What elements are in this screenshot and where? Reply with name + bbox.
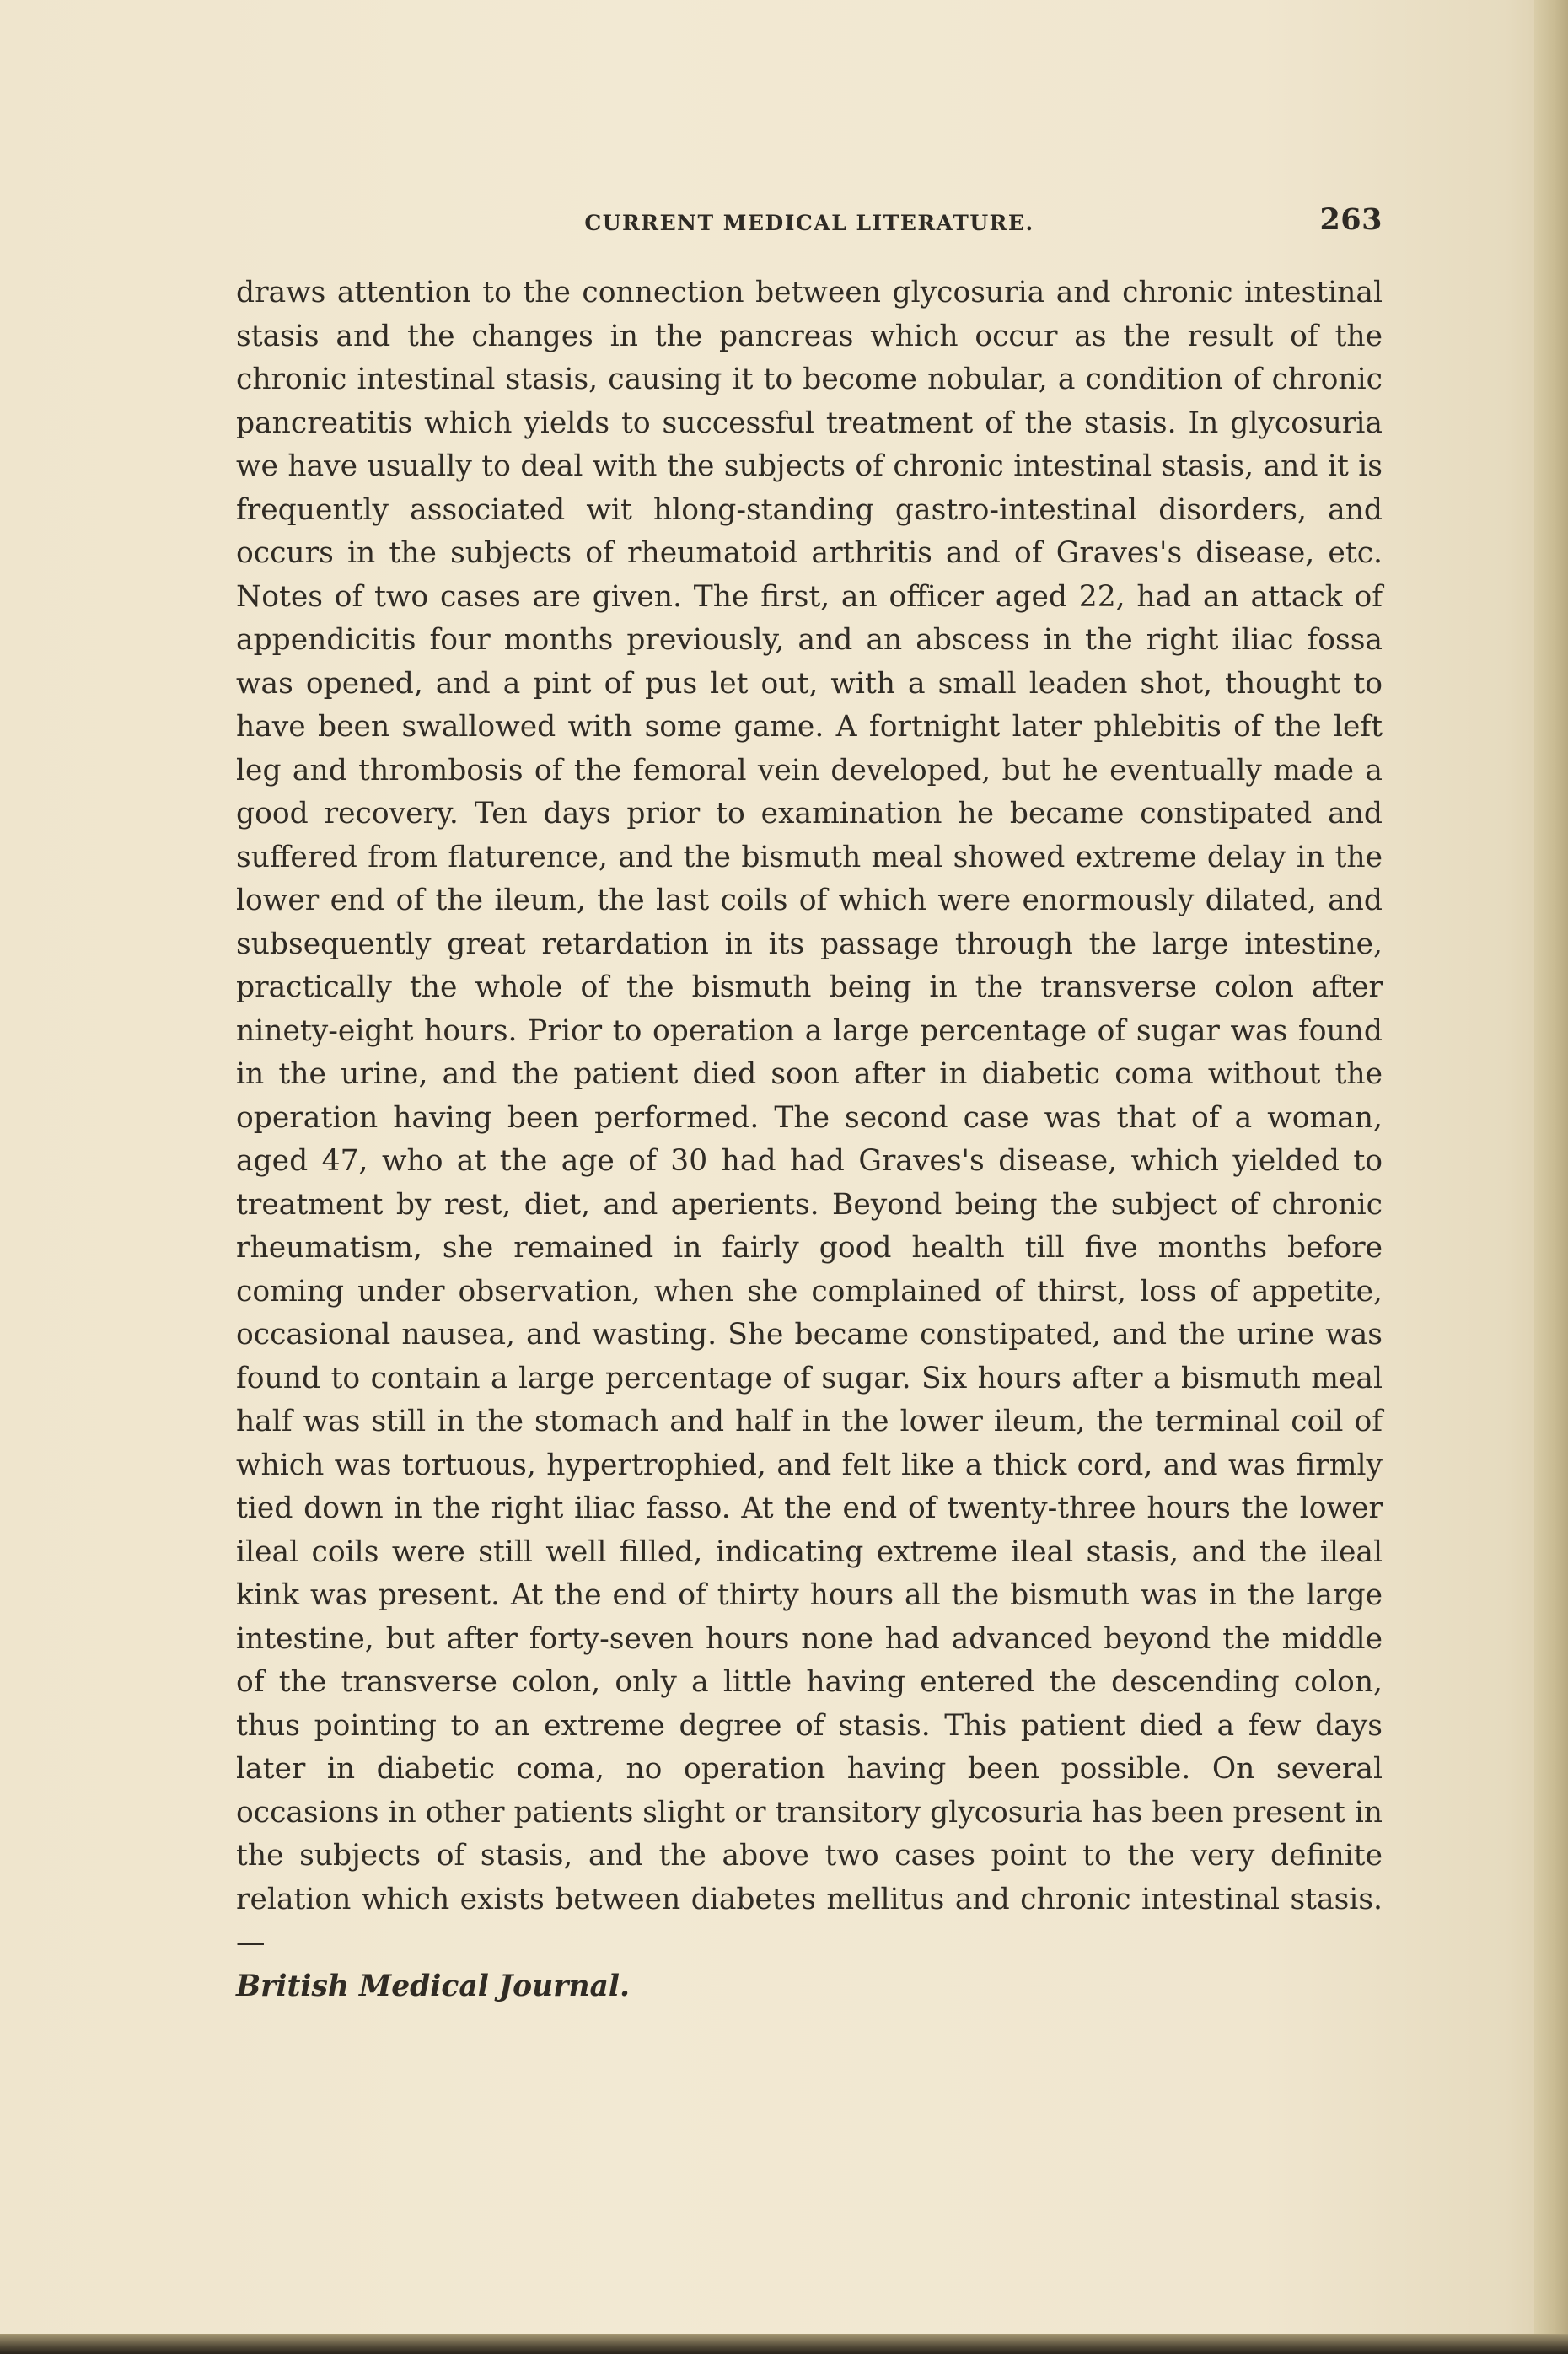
page-number: 263 [1319, 202, 1383, 237]
running-header [236, 202, 1383, 245]
source-citation: British Medical Journal. [236, 1969, 630, 2003]
page-edge-shadow [1534, 0, 1568, 2354]
running-title: CURRENT MEDICAL LITERATURE. [584, 211, 1034, 235]
bottom-edge-shadow [0, 2334, 1568, 2354]
article-paragraph [236, 271, 1383, 2008]
article-body-text: draws attention to the connection between glycosuria and chronic intestinal stasis and the changes in the pancreas which occur as the result of the chronic intestinal stasis, causing it to become nobular, a condition of chronic pancreatitis which yields to successful treatment of the stasis. In glycosuria we have usually to deal with the subjects of chronic intestinal stasis, and it is frequently associated wit hlong-standing gastro-intestinal disorders, and occurs in the subjects of rheumatoid arthritis and of Graves's disease, etc. Notes of two cases are given. The first, an officer aged 22, had an attack of appendicitis four months previously, and an abscess in the right iliac fossa was opened, and a pint of pus let out, with a small leaden shot, thought to have been swallowed with some game. A fortnight later phlebitis of the left leg and thrombosis of the femoral vein developed, but he eventually made a good recovery. Ten days prior to examination he became constipated and suffered from flaturence, and the bismuth meal showed extreme delay in the lower end of the ileum, the last coils of which were enormously dilated, and subsequently great retardation in its passage through the large intestine, practically the whole of the bismuth being in the transverse colon after ninety-eight hours. Prior to operation a large percentage of sugar was found in the urine, and the patient died soon after in diabetic coma without the operation having been performed. The second case was that of a woman, aged 47, who at the age of 30 had had Graves's disease, which yielded to treatment by rest, diet, and aperients. Beyond being the subject of chronic rheumatism, she remained in fairly good health till five months before coming under observation, when she complained of thirst, loss of appetite, occasional nausea, and wasting. She became constipated, and the urine was found to contain a large percentage of sugar. Six hours after a bismuth meal half was still in the stomach and half in the lower ileum, the terminal coil of which was tortuous, hypertrophied, and felt like a thick cord, and was firmly tied down in the right iliac fasso. At the end of twenty-three hours the lower ileal coils were still well filled, indicating extreme ileal stasis, and the ileal kink was present. At the end of thirty hours all the bismuth was in the large intestine, but after forty-seven hours none had advanced beyond the middle of the transverse colon, only a little having entered the descending colon, thus pointing to an extreme degree of stasis. This patient died a few days later in diabetic coma, no operation having been possible. On several occasions in other patients slight or transitory glycosuria has been present in the subjects of stasis, and the above two cases point to the very definite relation which exists between diabetes mellitus and chronic intestinal stasis.— [236, 276, 1383, 1959]
